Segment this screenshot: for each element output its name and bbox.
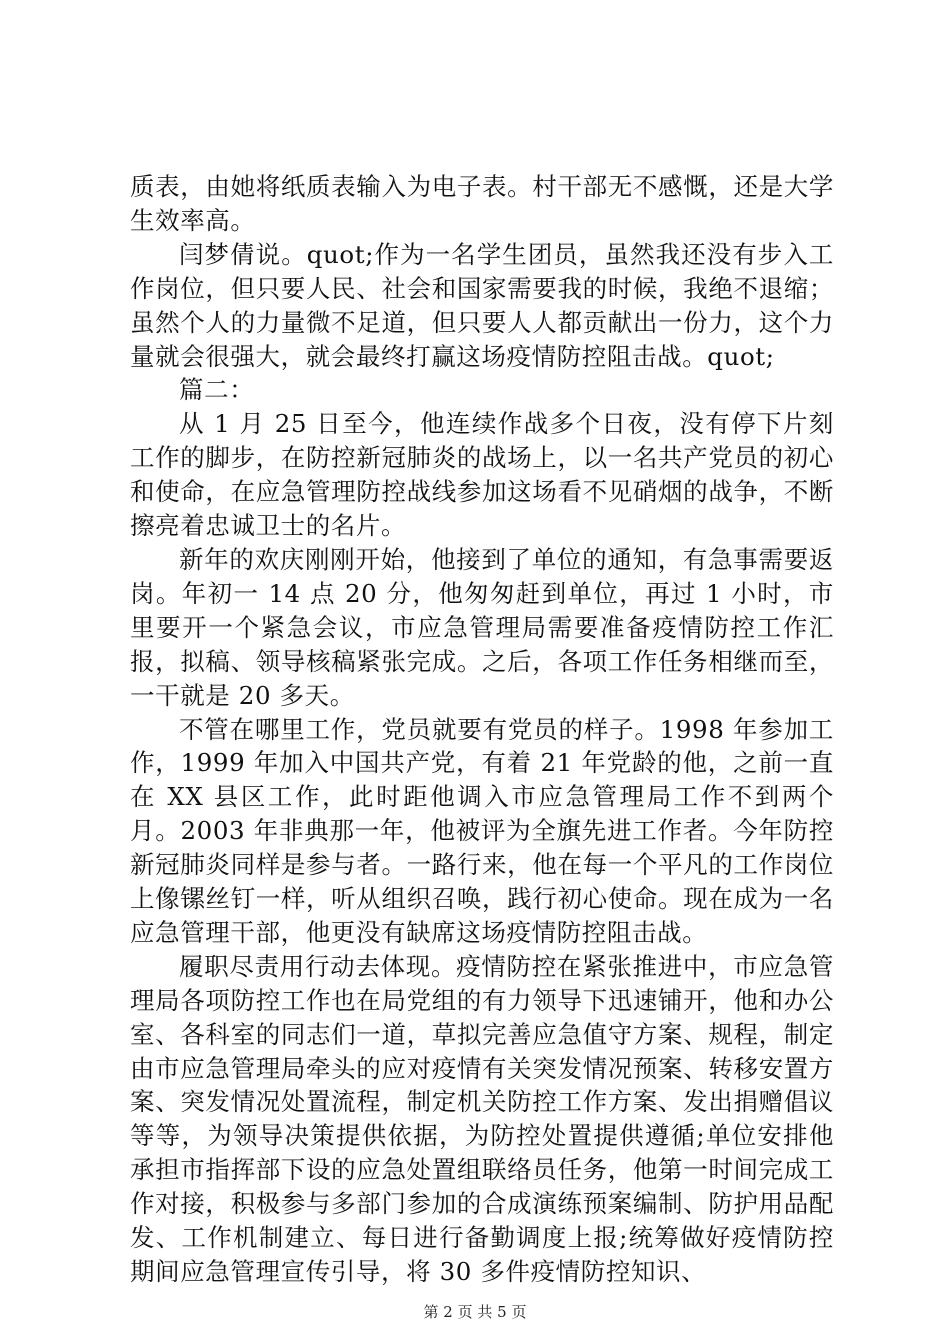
paragraph: 履职尽责用行动去体现。疫情防控在紧张推进中，市应急管理局各项防控工作也在局党组的有力领导下迅速铺开，他和办公室、各科室的同志们一道，草拟完善应急值守方案、规程，制定由市应急管理局牵头的应对疫情有关突发情况预案、转移安置方案、突发情况处置流程，制定机关防控工作方案、发出捐赠倡议等等，为领导决策提供依据，为防控处置提供遵循;单位安排他承担市指挥部下设的应急处置组联络员任务，他第一时间完成工作对接，积极参与多部门参加的合成演练预案编制、防护用品配发、工作机制建立、每日进行备勤调度上报;统筹做好疫情防控期间应急管理宣传引导，将 30 多件疫情防控知识、 (130, 951, 834, 1286)
page-footer (0, 1302, 950, 1322)
paragraph: 不管在哪里工作，党员就要有党员的样子。1998 年参加工作，1999 年加入中国共产党，有着 21 年党龄的他，之前一直在 XX 县区工作，此时距他调入市应急管理局工作不到两个月。2003 年非典那一年，他被评为全旗先进工作者。今年防控新冠肺炎同样是参与者。一路行来，他在每一个平凡的工作岗位上像镙丝钉一样，听从组织召唤，践行初心使命。现在成为一名应急管理干部，他更没有缺席这场疫情防控阻击战。 (130, 714, 834, 947)
page-number: 第 2 页 共 5 页 (423, 1303, 527, 1321)
paragraph: 质表，由她将纸质表输入为电子表。村干部无不感慨，还是大学生效率高。 (130, 172, 834, 235)
paragraph: 新年的欢庆刚刚开始，他接到了单位的通知，有急事需要返岗。年初一 14 点 20 分，他匆匆赶到单位，再过 1 小时，市里要开一个紧急会议，市应急管理局需要准备疫情防控工作汇报，拟稿、领导核稿紧张完成。之后，各项工作任务相继而至，一干就是 20 多天。 (130, 544, 834, 710)
document-body (130, 170, 834, 1289)
paragraph: 从 1 月 25 日至今，他连续作战多个日夜，没有停下片刻工作的脚步，在防控新冠肺炎的战场上，以一名共产党员的初心和使命，在应急管理防控战线参加这场看不见硝烟的战争，不断擦亮着忠诚卫士的名片。 (130, 409, 834, 541)
section-heading: 篇二： (179, 375, 255, 405)
paragraph: 闫梦倩说。quot;作为一名学生团员，虽然我还没有步入工作岗位，但只要人民、社会和国家需要我的时候，我绝不退缩；虽然个人的力量微不足道，但只要人人都贡献出一份力，这个力量就会很强大，就会最终打赢这场疫情防控阻击战。quot; (130, 239, 834, 371)
